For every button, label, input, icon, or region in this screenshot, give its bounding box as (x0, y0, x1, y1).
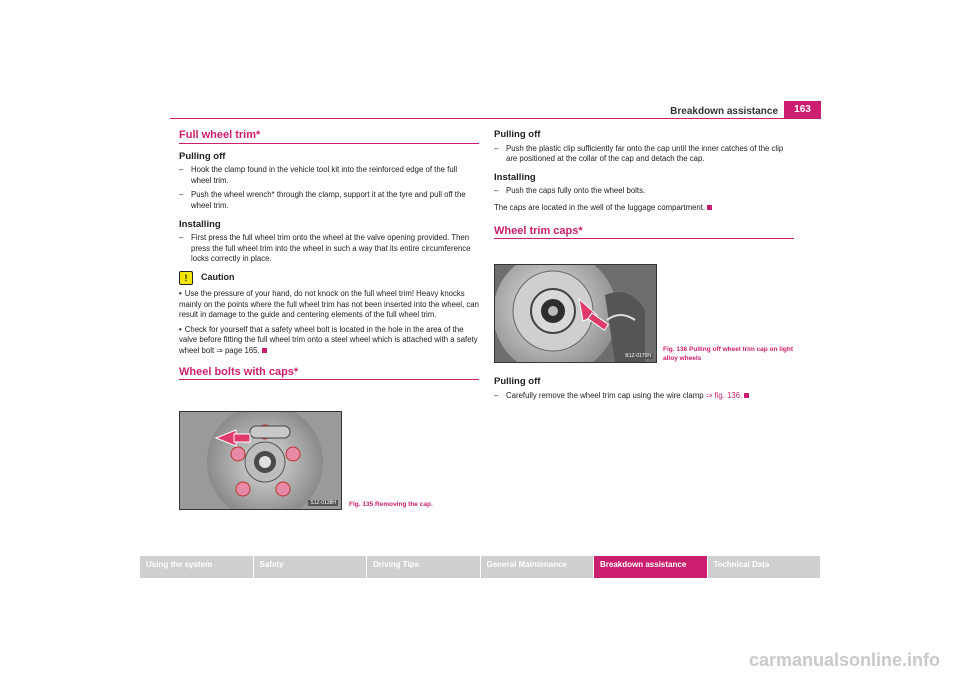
caution-bullet: • Use the pressure of your hand, do not knock on the full wheel trim! Heavy knocks mainly on the points where the full wheel trim has not been inserted into the wheel, can result in damage to the guide and centering elements of the full wheel trim. (179, 288, 479, 320)
step-text: Push the plastic clip sufficiently far onto the cap until the inner catches of the clip are positioned at the collar of the cap and detach the cap. (506, 143, 784, 164)
subheading-pulling-off: Pulling off (494, 129, 541, 140)
step-item: – Push the wheel wrench* through the clamp, support it at the tyre and pull off the wheel trim. (179, 190, 466, 210)
step-item: – Push the caps fully onto the wheel bolts. (494, 186, 646, 196)
end-mark-icon (707, 205, 712, 210)
end-mark-icon (262, 348, 267, 353)
subheading-installing: Installing (494, 171, 536, 183)
tab-safety[interactable]: Safety (254, 556, 367, 578)
header-rule (170, 118, 821, 119)
figure-code: B1Z-0179H (625, 353, 651, 359)
step-item: – Hook the clamp found in the vehicle tool kit into the reinforced edge of the full wheel trim. (179, 165, 458, 185)
tab-breakdown-assistance[interactable]: Breakdown assistance (594, 556, 707, 578)
page-number: 163 (784, 101, 821, 119)
figure-135-caption: Fig. 135 Removing the cap. (349, 501, 433, 508)
right-column (494, 130, 794, 247)
caps-note: The caps are located in the well of the luggage compartment. (494, 203, 794, 214)
caution-label: Caution (201, 271, 235, 282)
left-column (179, 130, 479, 388)
figure-link[interactable]: ⇒ fig. 136. (705, 390, 743, 400)
step-item: – First press the full wheel trim onto the wheel at the valve opening provided. Then press the full wheel trim into the wheel in such a way that its entire circumference locks correctly in place. (179, 233, 471, 264)
section-title-wheel-trim-caps: Wheel trim caps* (494, 226, 794, 240)
warning-icon: ! (179, 271, 193, 285)
tab-using-the-system[interactable]: Using the system (140, 556, 253, 578)
figure-136-caption: Fig. 136 Pulling off wheel trim cap on light alloy wheels (663, 346, 794, 362)
caution-bullet: • Check for yourself that a safety wheel bolt is located in the hole in the area of the valve before fitting the full wheel trim onto a steel wheel which is attached with a safety wheel bolt ⇒ page 165. (179, 324, 478, 355)
section-title-full-wheel-trim: Full wheel trim* (179, 130, 479, 144)
step-text: Carefully remove the wheel trim cap using the wire clamp (506, 390, 706, 400)
step-text: Push the caps fully onto the wheel bolts. (506, 186, 646, 196)
step-item: – Push the plastic clip sufficiently far onto the cap until the inner catches of the clip are positioned at the collar of the cap and detach the cap. (494, 143, 784, 164)
caution-text: Check for yourself that a safety wheel bolt is located in the hole in the area of the valve before fitting the full wheel trim onto a steel wheel which is attached with a safety wheel bolt ⇒ page 165. (179, 324, 478, 355)
subheading-pulling-off: Pulling off (179, 150, 226, 162)
figure-135-image (179, 411, 342, 510)
step-text: Hook the clamp found in the vehicle tool kit into the reinforced edge of the full wheel trim. (191, 165, 458, 185)
step-text: First press the full wheel trim onto the wheel at the valve opening provided. Then press the full wheel trim into the wheel in such a way that its entire circumference locks correctly in place. (191, 233, 471, 264)
subheading-pulling-off: Pulling off (494, 376, 541, 387)
chapter-nav (140, 556, 821, 578)
section-title-wheel-bolts: Wheel bolts with caps* (179, 367, 479, 381)
end-mark-icon (744, 393, 749, 398)
tab-driving-tips[interactable]: Driving Tips (367, 556, 480, 578)
figure-136-image (494, 264, 657, 363)
step-item: – Carefully remove the wheel trim cap using the wire clamp ⇒ fig. 136. (494, 391, 794, 402)
tab-general-maintenance[interactable]: General Maintenance (481, 556, 594, 578)
page-header-title: Breakdown assistance (670, 106, 778, 117)
caution-heading (179, 271, 479, 285)
trim-caps-instructions (494, 377, 794, 405)
tab-technical-data[interactable]: Technical Data (708, 556, 821, 578)
step-text: Push the wheel wrench* through the clamp, support it at the tyre and pull off the wheel trim. (191, 190, 466, 210)
watermark: carmanualsonline.info (748, 650, 940, 670)
caution-text: Use the pressure of your hand, do not knock on the full wheel trim! Heavy knocks mainly on the points where the full wheel trim has not been inserted into the wheel, can result in damage to the guide and centering elements of the full wheel trim. (179, 288, 479, 320)
subheading-installing: Installing (179, 218, 221, 230)
figure-code: S1Z-0138H (310, 500, 336, 506)
